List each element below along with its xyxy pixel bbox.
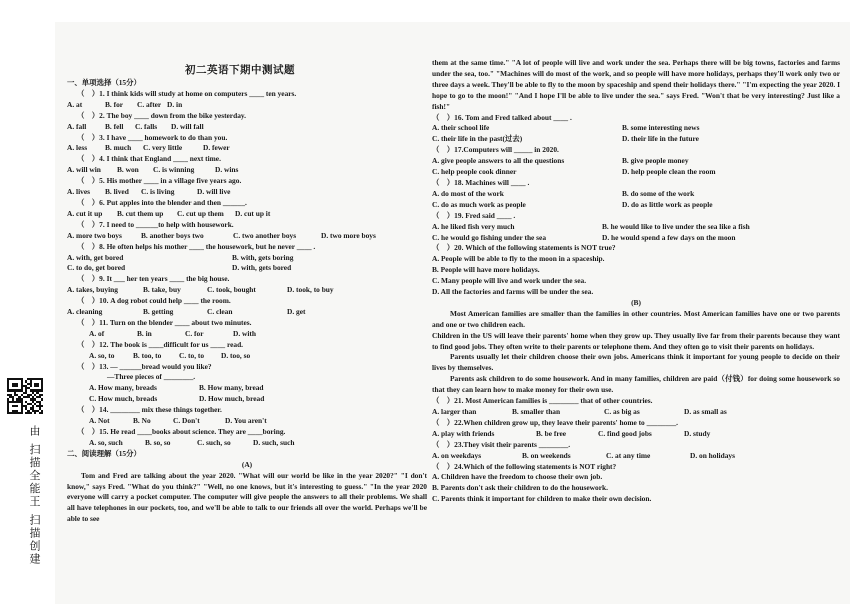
question: （ ）8. He often helps his mother ____ the housework, but he never ____ . xyxy=(77,241,316,251)
option: B. another boys two xyxy=(141,230,204,240)
options xyxy=(67,100,427,111)
scanner-watermark: 由 扫描全能王 扫描创建 xyxy=(28,425,41,566)
option: A. with, get bored xyxy=(67,252,124,262)
options xyxy=(67,438,427,449)
options xyxy=(67,165,427,176)
option: A. their school life xyxy=(432,123,490,133)
question: （ ）12. The book is ____difficult for us ____ read. xyxy=(77,339,244,349)
options xyxy=(432,123,840,134)
option: A. People will be able to fly to the moon in a spaceship. xyxy=(432,254,605,264)
option: A. cut it up xyxy=(67,208,103,218)
option: D. two more boys xyxy=(321,230,376,240)
option: D. All the factories and farms will be under the sea. xyxy=(432,287,594,297)
option: D. do as little work as people xyxy=(622,199,713,209)
options xyxy=(432,167,840,178)
options xyxy=(432,134,840,145)
option: C. is winning xyxy=(153,165,195,175)
passage-text: Tom and Fred are talking about the year 2020. "What will our world be like in the year 2020?" "I don't know," says Fred. "What do you think?" "Well, no one knows, but it's interesting to guess." "In the year 2020 everyone will carry a pocket computer. The computer will give people the answers to all their problems. We shall all have telephones in our pockets, too, and we'll be able to talk to our friends all over the world. Perhaps we'll be able to see xyxy=(67,470,427,524)
option: B. with, gets boring xyxy=(232,252,294,262)
option: A. at xyxy=(67,99,83,109)
question: （ ）18. Machines will ____ . xyxy=(432,177,530,187)
question: （ ）20. Which of the following statements is NOT true? xyxy=(432,243,616,253)
question: （ ）22.When children grow up, they leave their parents' home to ________. xyxy=(432,417,679,427)
option: D. You aren't xyxy=(225,416,267,426)
option: C. to, to xyxy=(179,350,205,360)
question: （ ）17.Computers will _____ in 2020. xyxy=(432,145,559,155)
question: （ ）4. I think that England ____ next time. xyxy=(77,154,221,164)
option: A. of xyxy=(89,328,105,338)
option: A. play with friends xyxy=(432,428,495,438)
option: C. as big as xyxy=(604,407,640,416)
page-title: 初二英语下期中测试题 xyxy=(185,65,295,76)
option: C. clean xyxy=(207,307,233,317)
option: C. such, so xyxy=(197,437,231,447)
options xyxy=(67,351,427,362)
option: C. do as much work as people xyxy=(432,199,526,209)
option: C. cut up them xyxy=(177,208,224,218)
exam-page xyxy=(55,22,850,604)
option: A. more two boys xyxy=(67,230,122,240)
options xyxy=(432,222,840,233)
option: A. so, such xyxy=(89,437,123,447)
option: B. getting xyxy=(143,307,174,317)
option: D. help people clean the room xyxy=(622,167,716,177)
question: （ ）1. I think kids will study at home on computers ____ ten years. xyxy=(77,88,297,98)
question: （ ）14. ________ mix these things together. xyxy=(77,405,222,415)
options xyxy=(432,200,840,211)
passage-label: (A) xyxy=(241,459,253,469)
passage-text: them at the same time." "A lot of people will live and work under the sea. Perhaps there will be big towns, factories and farms under the sea, too." "Machines will do most of the work, and so people will have more holidays, perhaps they'll work only two or three days a week. They'll be able to fly to the moon by spaceship and spend their holidays there." "I'm expecting the year 2020. I hope to go to the moon!" "And I hope I'll be able to live under the sea." says Fred. "Won't that be very interesting? Just like a fish!" xyxy=(432,58,840,111)
option: A. fall xyxy=(67,121,87,131)
option: A. so, to xyxy=(89,350,115,360)
option: B. much xyxy=(105,143,132,153)
option: C. Parents think it important for children to make their own decision. xyxy=(432,494,652,504)
option: A. he liked fish very much xyxy=(432,221,515,231)
option: D. in xyxy=(167,99,183,109)
question: （ ）15. He read ____books about science. They are ____boring. xyxy=(77,427,286,436)
option: C. for xyxy=(185,328,204,338)
options xyxy=(432,156,840,167)
question: （ ）23.They visit their parents ________. xyxy=(432,439,571,449)
options xyxy=(67,122,427,133)
option: D. will fall xyxy=(171,121,204,131)
option: B. too, to xyxy=(133,350,162,360)
option: A. do most of the work xyxy=(432,188,504,198)
passage-text: Parents usually let their children choose their own jobs. Americans think it important for young people to decide on their lives by themselves. xyxy=(432,352,840,373)
option: B. How many, bread xyxy=(199,383,264,393)
passage-label: (B) xyxy=(631,297,641,307)
option: B. won xyxy=(117,165,139,175)
option: D. took, to buy xyxy=(287,285,334,295)
option: C. falls xyxy=(135,121,158,131)
option: A. will win xyxy=(67,165,101,175)
option: D. with, gets bored xyxy=(232,263,292,273)
option: A. How many, breads xyxy=(89,383,157,393)
option: C. Don't xyxy=(173,416,200,426)
options xyxy=(67,143,427,154)
option: A. Not xyxy=(89,416,110,426)
question-reply: —Three pieces of ________. xyxy=(107,372,196,382)
option: B. cut them up xyxy=(117,208,164,218)
question: （ ）16. Tom and Fred talked about ____ . xyxy=(432,112,572,122)
section-heading: 一、单项选择（15分） xyxy=(67,78,141,87)
passage-text: Parents ask children to do some housework. And in many families, children are paid（付钱）for doing some housework so that they can learn how to make money for their own use. xyxy=(432,374,840,395)
options xyxy=(67,383,427,394)
option: C. is living xyxy=(141,187,175,197)
option: B. be free xyxy=(536,428,567,438)
option: C. took, bought xyxy=(207,285,256,295)
options xyxy=(432,189,840,200)
question: （ ）6. Put apples into the blender and then ______. xyxy=(77,197,247,207)
question: （ ）5. His mother ____ in a village five years ago. xyxy=(77,176,242,186)
option: A. less xyxy=(67,143,88,153)
option: C. How much, breads xyxy=(89,394,158,404)
option: D. cut up it xyxy=(235,208,271,218)
question: （ ）13. — ______bread would you like? xyxy=(77,361,212,371)
option: A. takes, buying xyxy=(67,285,118,295)
option: D. study xyxy=(684,428,711,438)
question: （ ）21. Most American families is ________ that of other countries. xyxy=(432,396,653,406)
option: A. cleaning xyxy=(67,307,103,317)
option: C. he would go fishing under the sea xyxy=(432,232,547,242)
option: B. smaller than xyxy=(512,407,561,416)
option: C. at any time xyxy=(606,450,651,460)
question: （ ）7. I need to ______to help with housework. xyxy=(77,219,234,229)
passage-text: Children in the US will leave their parents' home when they grow up. They usually live far from their parents because they want to find good jobs. They often write to their parents or telephone them. And they often go to visit their parents on holidays. xyxy=(432,330,840,351)
option: B. some interesting news xyxy=(622,123,700,133)
option: B. take, buy xyxy=(143,285,181,295)
question: （ ）19. Fred said ____ . xyxy=(432,210,516,220)
option: D. How much, bread xyxy=(199,394,265,404)
options xyxy=(67,231,427,242)
options xyxy=(67,285,427,296)
option: B. lived xyxy=(105,187,129,197)
option: B. for xyxy=(105,99,124,109)
option: C. two another boys xyxy=(233,230,297,240)
options xyxy=(432,429,840,440)
option: D. as small as xyxy=(684,407,727,416)
options xyxy=(432,233,840,244)
option: B. he would like to live under the sea like a fish xyxy=(602,221,750,231)
question: （ ）24.Which of the following statements is NOT right? xyxy=(432,461,617,471)
qr-code-icon xyxy=(7,378,43,414)
options xyxy=(67,209,427,220)
passage-text: Most American families are smaller than the families in other countries. Most American families have one or two parents and one or two children each. xyxy=(432,308,840,329)
option: B. on weekends xyxy=(522,450,571,460)
options xyxy=(67,307,427,318)
options xyxy=(67,187,427,198)
options xyxy=(67,329,427,340)
section-heading: 二、阅读理解（15分） xyxy=(67,448,141,458)
option: B. Parents don't ask their children to do the housework. xyxy=(432,483,608,493)
option: C. after xyxy=(137,99,162,109)
option: B. in xyxy=(137,328,152,338)
options xyxy=(67,263,427,274)
option: B. No xyxy=(133,416,151,426)
option: C. very little xyxy=(143,143,183,153)
option: D. too, so xyxy=(221,350,251,360)
options xyxy=(67,253,427,264)
options xyxy=(67,416,427,427)
question: （ ）9. It ___ her ten years ____ the big house. xyxy=(77,274,230,284)
option: C. find good jobs xyxy=(598,428,652,438)
options xyxy=(432,451,840,462)
option: A. give people answers to all the questions xyxy=(432,156,565,166)
option: B. so, so xyxy=(145,437,171,447)
option: C. help people cook dinner xyxy=(432,167,517,177)
question: （ ）2. The boy ____ down from the bike yesterday. xyxy=(77,110,247,120)
option: D. fewer xyxy=(203,143,230,153)
options xyxy=(432,407,840,418)
option: D. on holidays xyxy=(690,450,735,460)
option: C. to do, get bored xyxy=(67,263,126,273)
option: B. fell xyxy=(105,121,124,131)
option: B. do some of the work xyxy=(622,188,695,198)
option: B. give people money xyxy=(622,156,689,166)
scanner-sidebar xyxy=(0,0,55,609)
option: A. on weekdays xyxy=(432,450,482,460)
options xyxy=(67,394,427,405)
option: C. their life in the past(过去) xyxy=(432,134,523,144)
option: A. larger than xyxy=(432,407,477,416)
option: D. will live xyxy=(197,187,231,197)
left-column xyxy=(67,78,427,525)
option: B. People will have more holidays. xyxy=(432,265,540,275)
question: （ ）10. A dog robot could help ____ the room. xyxy=(77,296,231,306)
option: C. Many people will live and work under the sea. xyxy=(432,276,587,286)
right-column xyxy=(432,58,840,505)
option: D. with xyxy=(233,328,256,338)
option: D. such, such xyxy=(253,437,295,447)
option: A. lives xyxy=(67,187,90,197)
option: D. get xyxy=(287,307,306,317)
option: D. their life in the future xyxy=(622,134,699,144)
option: D. wins xyxy=(215,165,239,175)
option: D. he would spend a few days on the moon xyxy=(602,232,736,242)
question: （ ）11. Turn on the blender ____ about two minutes. xyxy=(77,317,252,327)
question: （ ）3. I have ____ homework to do than you. xyxy=(77,132,228,142)
option: A. Children have the freedom to choose their own job. xyxy=(432,472,603,482)
